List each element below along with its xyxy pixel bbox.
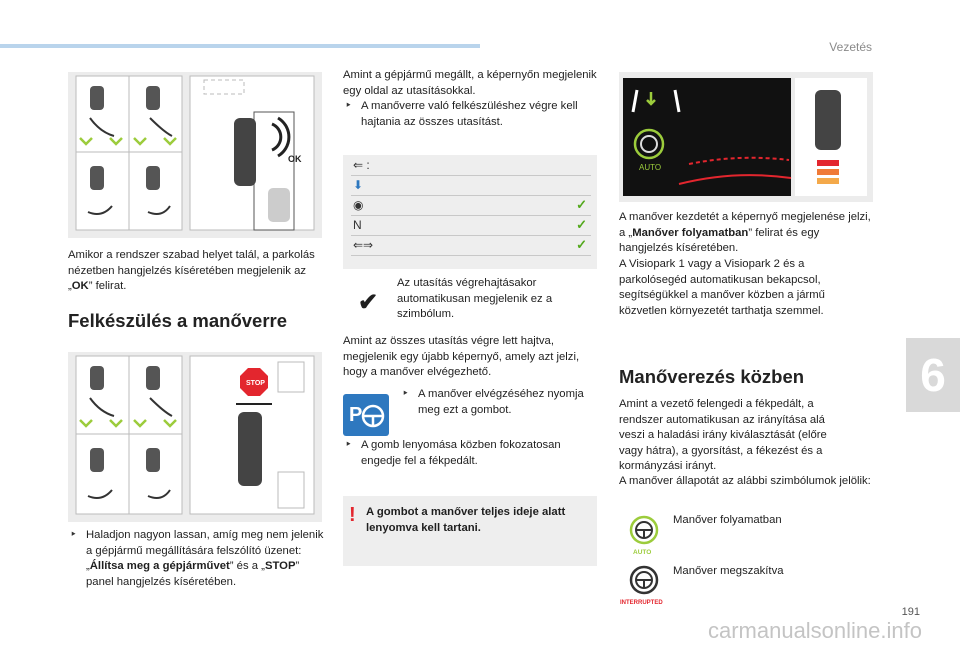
manoeuvre-screen-figure [619,72,873,202]
col2-bullet-press-button: ‣ A manőver elvégzéséhez nyomja meg ezt a gombot. [400,387,596,418]
symbol-row [351,177,591,196]
col3-paragraph-1: A manőver kezdetét a képernyő megjelenése jelzi, a „Manőver folyamatban” felirat és egy hangjelzés kíséretében. [619,211,871,254]
neutral-gear-icon: N [353,218,362,232]
warning-icon: ! [349,504,356,526]
col3-heading: Manőverezés közben [619,366,805,387]
header-accent-bar [0,44,480,48]
svg-text:P: P [349,404,363,426]
instruction-symbol-list [343,155,597,269]
warning-text: A gombot a manőver teljes ideje alatt lenyomva kell tartani. [366,506,566,534]
col2-check-note: Az utasítás végrehajtásakor automatikusan megjelenik ez a szimbólum. [397,277,553,320]
manoeuvre-in-progress-icon [624,512,664,556]
col2-paragraph-1: Amint a gépjármű megállt, a képernyőn megjelenik egy oldal az utasításokkal. [343,69,597,97]
check-icon: ✓ [576,217,587,232]
col2-bullet-release-brake: ‣ A gomb lenyomása közben fokozatosan engedje fel a fékpedált. [343,438,597,469]
watermark: carmanualsonline.info [707,618,922,643]
section-title: Vezetés [829,40,872,54]
symbol-label-interrupted: Manőver megszakítva [673,565,784,577]
warning-box [343,496,597,566]
manoeuvre-interrupted-icon [618,563,670,607]
checkmark-icon: ✔ [358,289,379,316]
symbol-row [351,217,591,236]
instruction-arrow-icon: ⇐ : [353,158,370,172]
col1-bullet-approach: ‣ Haladjon nagyon lassan, amíg meg nem jelenik a gépjármű megállítására felszólító üzenet: „Állítsa meg a gépjárművet” és a „STOP” panel hangjelzés kíséretében. [68,528,326,590]
col3-paragraph-4: A manőver állapotát az alábbi szimbólumok jelölik: [619,475,871,487]
page-number: 191 [901,606,920,618]
interrupted-label: INTERRUPTED [620,600,663,606]
col3-paragraph-2: A Visiopark 1 vagy a Visiopark 2 és a parkolósegéd automatikusan bekapcsol, segítségükkel a manőver közben a jármű közvetlen környezetét tarthatja szemmel. [619,258,825,317]
chapter-tab: 6 [906,338,960,412]
col2-bullet-prepare: ‣ A manőverre való felkészüléshez végre kell hajtania az összes utasítást. [343,99,597,130]
brake-icon: ◉ [353,198,364,212]
auto-label: AUTO [639,163,662,172]
stop-label: STOP [246,380,265,387]
park-assist-button-icon [343,394,389,436]
check-icon: ✓ [576,237,587,252]
parking-stop-figure [68,352,322,522]
parking-ok-figure [68,72,322,238]
ok-label: OK [288,154,302,164]
check-icon: ✓ [576,197,587,212]
col3-paragraph-3: Amint a vezető felengedi a fékpedált, a rendszer automatikusan az irányítása alá veszi a haladási irány kiválasztását (előre vagy hátra), a gyorsítást, a fékezést és a kormányzási irányt. [619,398,827,472]
indicator-arrows-icon: ⇐⇒ [353,238,374,252]
symbol-row [351,197,591,216]
symbol-label-in-progress: Manőver folyamatban [673,514,782,526]
col1-heading: Felkészülés a manőverre [68,310,288,331]
col2-paragraph-2: Amint az összes utasítás végre lett hajtva, megjelenik egy újabb képernyő, amely azt jelzi, hogy a manőver elvégezhető. [343,335,580,378]
col1-paragraph-1: Amikor a rendszer szabad helyet talál, a parkolás nézetben hangjelzés kíséretében megjelenik az „OK” felirat. [68,249,315,292]
seatbelt-down-icon: ⬇ [353,178,364,192]
auto-symbol-label: AUTO [633,549,652,556]
symbol-row [351,237,591,256]
symbol-row [351,157,591,176]
